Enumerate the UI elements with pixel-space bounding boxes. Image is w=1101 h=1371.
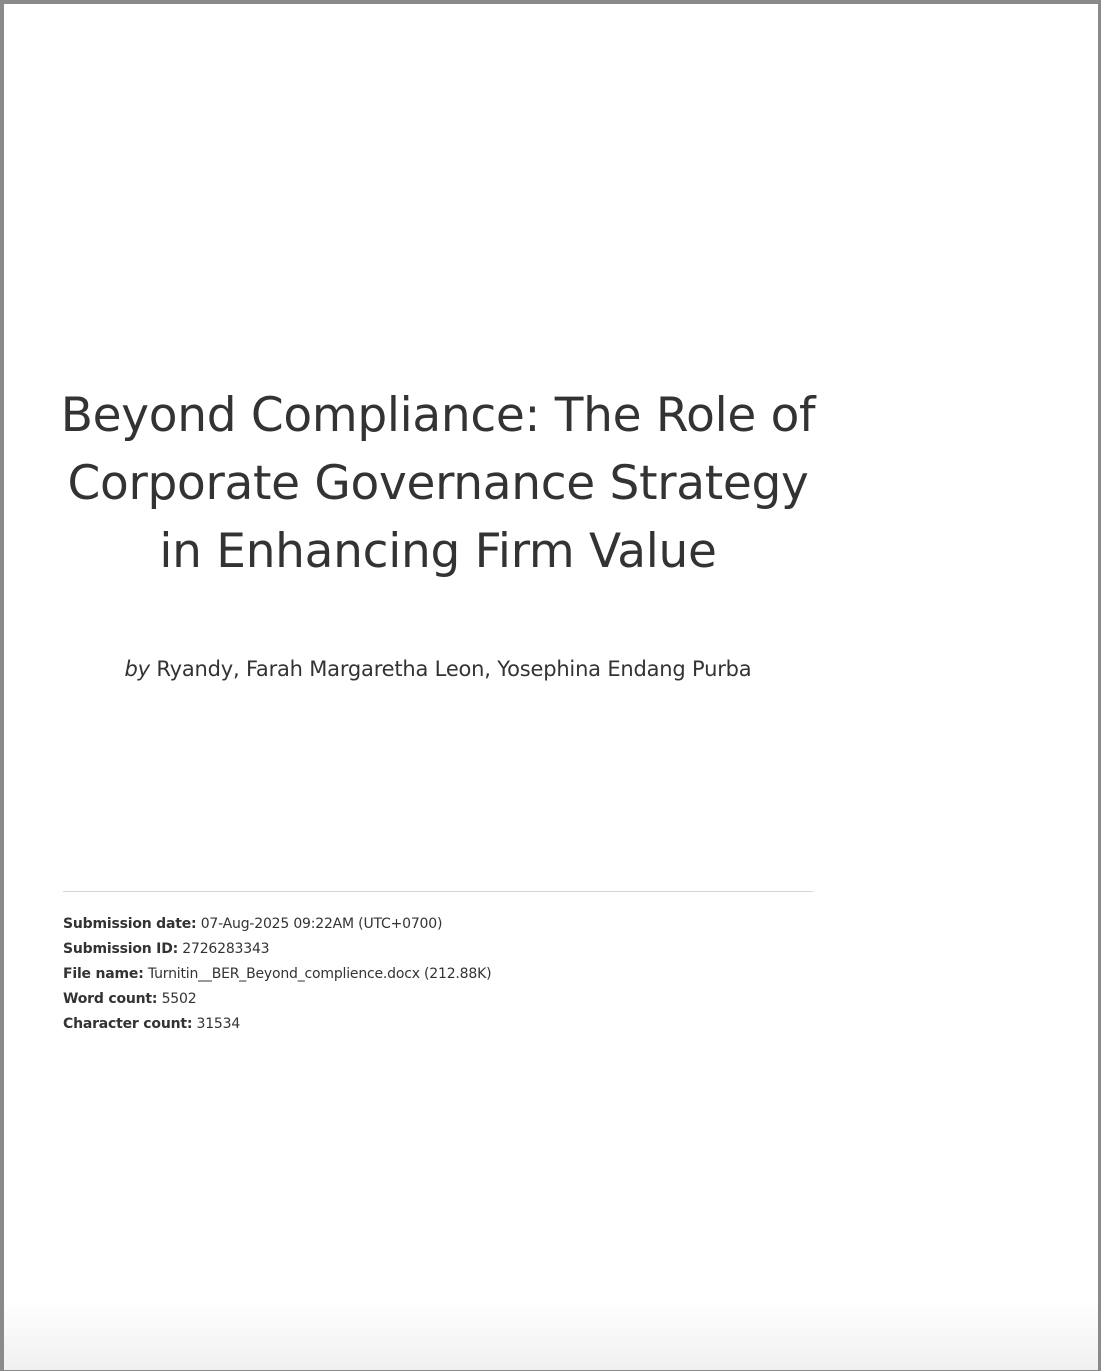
word-count-value: 5502 <box>161 991 197 1007</box>
submission-id-label: Submission ID: <box>63 941 179 957</box>
submission-date-label: Submission date: <box>63 916 197 932</box>
byline <box>58 654 818 684</box>
byline-prefix: by <box>124 657 150 681</box>
divider <box>63 891 813 892</box>
submission-date-value: 07-Aug-2025 09:22AM (UTC+0700) <box>200 916 443 932</box>
word-count-row <box>63 987 491 1012</box>
word-count-label: Word count: <box>63 991 158 1007</box>
character-count-row <box>63 1012 491 1037</box>
document-page <box>4 4 1098 1370</box>
submission-date-row <box>63 912 491 937</box>
file-name-value: Turnitin__BER_Beyond_complience.docx (212.88K) <box>147 966 492 982</box>
submission-details <box>63 912 491 1037</box>
submission-id-value: 2726283343 <box>182 941 270 957</box>
character-count-value: 31534 <box>196 1016 241 1032</box>
character-count-label: Character count: <box>63 1016 193 1032</box>
submission-id-row <box>63 937 491 962</box>
byline-authors: Ryandy, Farah Margaretha Leon, Yosephina Endang Purba <box>156 657 752 681</box>
file-name-label: File name: <box>63 966 144 982</box>
file-name-row <box>63 962 491 987</box>
document-title: Beyond Compliance: The Role of Corporate Governance Strategy in Enhancing Firm Value <box>60 388 816 579</box>
page-bottom-shading <box>4 1300 1098 1370</box>
